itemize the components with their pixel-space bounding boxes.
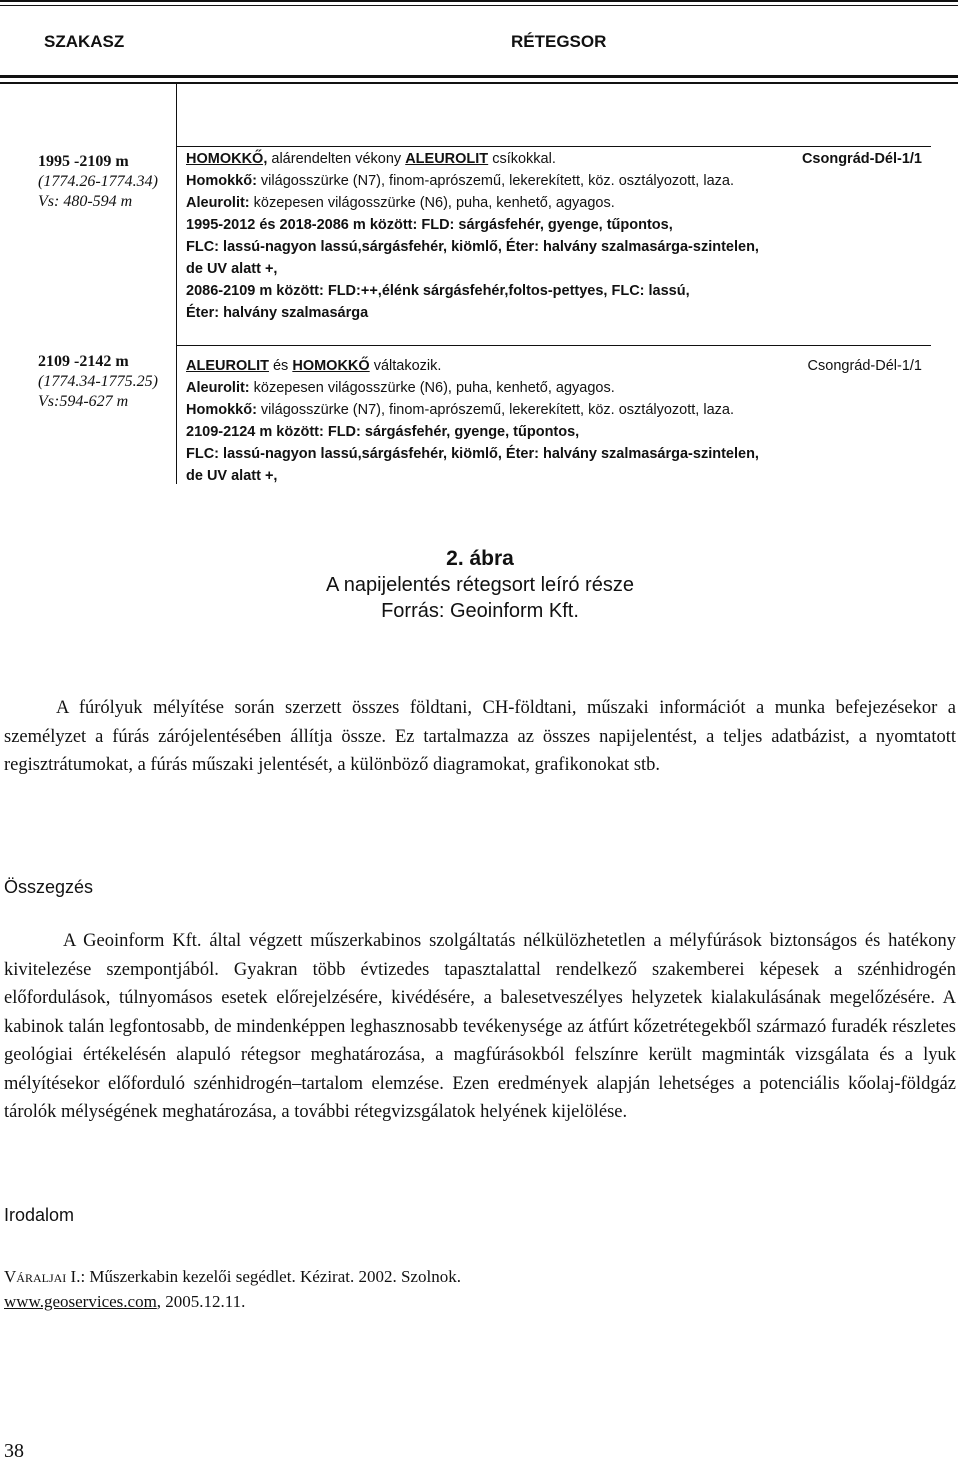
summary-paragraph: A Geoinform Kft. által végzett műszerkabinos szolgáltatás nélkülözhetetlen a mélyfúrások biztonságos és hatékony kivitelezése szempontjából. Gyakran több évtizedes tapasztalattal rendelkező szakemberei képesek a szénhidrogén előfordulások, túlnyomásos esetek előrejelzésére, kivédésére, a balesetveszélyes helyzetek kialakulásának megelőzésére. A kabinok talán legfontosabb, de mindenképpen leghasznosabb tevékenysége az átfúrt kőzetrétegekből származó furadék részletes geológiai értékelésén alapuló rétegsor meghatározása, a magfúrásokból felszínre került magminták vizsgálata és a lyuk mélyítésekor előforduló szénhidrogén–tartalom elemzése. Ezen eredmények alapján lehetséges a potenciális kőolaj-földgáz tárolók mélységének meghatározása, a további rétegvizsgálatok helyének kijelölése. [4, 931, 956, 1122]
row2-line: Aleurolit: közepesen világosszürke (N6), puha, kenhető, agyagos. [186, 380, 615, 396]
row1-line: Aleurolit: közepesen világosszürke (N6), puha, kenhető, agyagos. [186, 195, 615, 211]
row2-well: Csongrád-Dél-1/1 [807, 358, 922, 374]
header-rule-top [0, 75, 958, 78]
figure-source: Forrás: Geoinform Kft. [381, 600, 579, 622]
row1-line: Éter: halvány szalmasárga [186, 305, 369, 321]
reference-list [4, 1264, 461, 1314]
row2-vs: Vs:594-627 m [38, 393, 129, 410]
figure-title: A napijelentés rétegsort leíró része [326, 574, 634, 596]
reference-item: Váraljai I.: Műszerkabin kezelői segédlet. Kézirat. 2002. Szolnok. [4, 1267, 461, 1286]
row1-line: FLC: lassú-nagyon lassú,sárgásfehér, kiömlő, Éter: halvány szalmasárga-szintelen, [186, 239, 759, 255]
row2-range: 2109 -2142 m [38, 353, 129, 370]
col-header-section: SZAKASZ [44, 32, 125, 51]
column-divider [176, 84, 177, 484]
row1-depth: (1774.26-1774.34) [38, 173, 158, 190]
references-heading: Irodalom [4, 1205, 75, 1225]
row1-well: Csongrád-Dél-1/1 [801, 151, 922, 167]
figure-number: 2. ábra [446, 547, 514, 570]
header-rule-bottom [0, 82, 958, 84]
summary-heading: Összegzés [4, 877, 94, 897]
row1-range: 1995 -2109 m [38, 153, 129, 170]
row2-section [38, 352, 158, 412]
row2-line: Homokkő: világosszürke (N7), finom-aprószemű, lekerekített, köz. osztályozott, laza. [186, 402, 734, 418]
row1-rule [176, 146, 931, 147]
row2-heading: ALEUROLIT és HOMOKKŐ váltakozik. Csongrád-Dél-1/1 [186, 355, 922, 377]
page-number: 38 [4, 1440, 24, 1462]
figure-caption [280, 546, 680, 624]
row1-section [38, 152, 158, 212]
col-header-strata: RÉTEGSOR [511, 32, 607, 51]
reference-link[interactable]: www.geoservices.com [4, 1292, 157, 1311]
row2-line: de UV alatt +, [186, 468, 278, 484]
row1-description [186, 148, 922, 324]
row2-depth: (1774.34-1775.25) [38, 373, 158, 390]
row2-rule [176, 345, 931, 346]
body-paragraph: A fúrólyuk mélyítése során szerzett összes földtani, CH-földtani, műszaki információt a munka befejezésekor a személyzet a fúrás zárójelentésében állítja össze. Ez tartalmazza az összes napijelentést, a teljes adatbázist, a nyomtatott regisztrátumokat, a fúrás műszaki jelentését, a különböző diagramokat, grafikonokat stb. [4, 698, 956, 775]
row2-line: 2109-2124 m között: FLD: sárgásfehér, gyenge, tűpontos, [186, 424, 580, 440]
row1-line: Homokkő: világosszürke (N7), finom-aprószemű, lekerekített, köz. osztályozott, laza. [186, 173, 734, 189]
row1-line: de UV alatt +, [186, 261, 278, 277]
row2-description [186, 355, 922, 487]
row1-line: 1995-2012 és 2018-2086 m között: FLD: sárgásfehér, gyenge, tűpontos, [186, 217, 673, 233]
row1-vs: Vs: 480-594 m [38, 193, 133, 210]
row1-line: 2086-2109 m között: FLD:++,élénk sárgásfehér,foltos-pettyes, FLC: lassú, [186, 283, 690, 299]
reference-item: www.geoservices.com, 2005.12.11. [4, 1292, 246, 1311]
top-border-rule [0, 0, 958, 2]
row2-line: FLC: lassú-nagyon lassú,sárgásfehér, kiömlő, Éter: halvány szalmasárga-szintelen, [186, 446, 759, 462]
top-border-rule-2 [0, 5, 958, 6]
row1-heading: HOMOKKŐ, alárendelten vékony ALEUROLIT csíkokkal. Csongrád-Dél-1/1 [186, 148, 922, 170]
